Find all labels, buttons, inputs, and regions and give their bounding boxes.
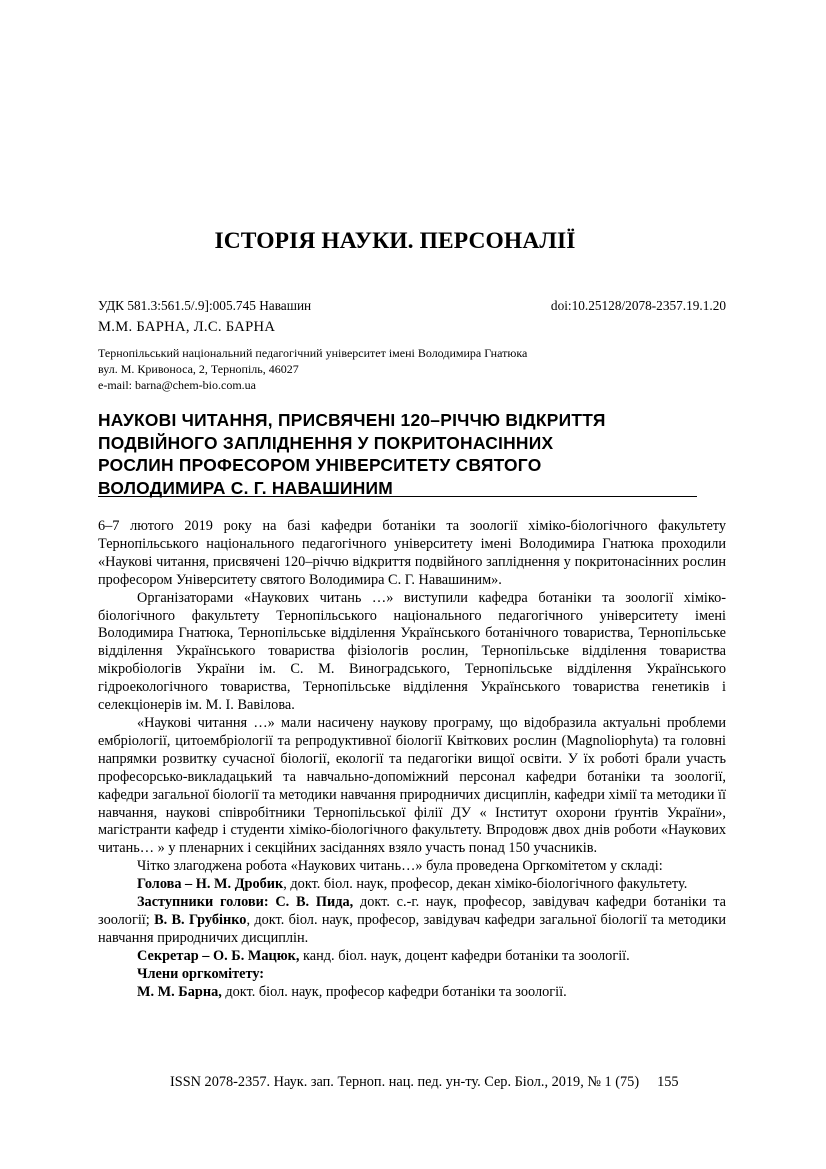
affiliation — [98, 345, 527, 393]
page-footer — [170, 1074, 679, 1091]
udc-code: УДК 581.3:561.5/.9]:005.745 Навашин — [98, 298, 312, 313]
section-title: ІСТОРІЯ НАУКИ. ПЕРСОНАЛІЇ — [214, 228, 576, 254]
doi: doi:10.25128/2078-2357.19.1.20 — [550, 298, 726, 313]
affiliation-email: e-mail: barna@chem-bio.com.ua — [98, 378, 256, 392]
paragraph: «Наукові читання …» мали насичену наукову програму, що відобразила актуальні проблеми ембріології, цитоембріології та репродуктивної біології Квіткових рослин (Magnoliophyta) та головні напрямки розвитку сучасної біології, екології та педагогіки вищої освіти. У їх роботі брали участь професорсько-викладацький та навчально-допоміжний персонал кафедри ботаніки та зоології, кафедри загальної біології та методики навчання природничих дисциплін, кафедри хімії та методики її навчання, наукові співробітники Тернопільської філії ДУ « Інститут охорони ґрунтів України», магістранти кафедр і студенти хіміко-біологічного факультету. Впродовж двох днів роботи «Наукових читань… » у пленарних і секційних засіданнях взяло участь понад 150 учасників. — [98, 714, 726, 857]
committee-members-heading: Члени оргкомітету: — [137, 965, 265, 982]
article-title-line: НАУКОВІ ЧИТАННЯ, ПРИСВЯЧЕНІ 120–РІЧЧЮ ВІДКРИТТЯ — [98, 410, 606, 430]
paragraph: Голова – Н. М. Дробик, докт. біол. наук, професор, декан хіміко-біологічного факультету. — [137, 876, 688, 893]
affiliation-institution: Тернопільський національний педагогічний університет імені Володимира Гнатюка — [98, 346, 528, 360]
paragraph: Чітко злагоджена робота «Наукових читань…» була проведена Оргкомітетом у складі: — [137, 858, 663, 875]
journal-citation: ISSN 2078-2357. Наук. зап. Терноп. нац. пед. ун-ту. Сер. Біол., 2019, № 1 (75) — [170, 1074, 640, 1090]
committee-deputy-2: В. В. Грубінко — [154, 911, 247, 928]
authors: М.М. БАРНА, Л.С. БАРНА — [98, 319, 276, 335]
paragraph — [98, 966, 726, 984]
page-number: 155 — [657, 1074, 679, 1090]
paragraph: 6–7 лютого 2019 року на базі кафедри ботаніки та зоології хіміко-біологічного факультету Тернопільського національного педагогічного університету імені Володимира Гнатюка проходили «Наукові читання, присвячені 120–річчю відкриття подвійного запліднення у покритонасінних рослин професором Університету святого Володимира С. Г. Навашиним». — [98, 518, 726, 588]
committee-secretary: Секретар – О. Б. Мацюк, — [137, 947, 300, 964]
meta-row — [98, 298, 726, 314]
committee-deputies: Заступники голови: С. В. Пида, — [137, 894, 354, 911]
article-title — [98, 409, 698, 499]
paragraph: Організаторами «Наукових читань …» виступили кафедра ботаніки та зоології хіміко-біологічного факультету Тернопільського національного педагогічного університету імені Володимира Гнатюка, Тернопільське відділення Українського ботанічного товариства, Тернопільське відділення Українського товариства фізіологів рослин, Тернопільське відділення товариства мікробіологів України ім. С. М. Виноградського, Тернопільське відділення Українського гідроекологічного товариства, Тернопільське відділення Українського товариства генетиків і селекціонерів ім. М. І. Вавілова. — [98, 589, 726, 714]
paragraph: Заступники голови: С. В. Пида, докт. с.-г. наук, професор, завідувач кафедри ботаніки та зоології; В. В. Грубінко, докт. біол. наук, професор, завідувач кафедри загальної біології та методики навчання природничих дисциплін. — [98, 894, 727, 946]
title-underline — [98, 496, 697, 497]
article-title-line: ПОДВІЙНОГО ЗАПЛІДНЕННЯ У ПОКРИТОНАСІННИХ — [98, 432, 554, 453]
committee-head: Голова – Н. М. Дробик — [137, 876, 284, 893]
paragraph: М. М. Барна, докт. біол. наук, професор кафедри ботаніки та зоології. — [137, 983, 567, 1000]
article-body — [98, 518, 726, 1001]
article-title-line: РОСЛИН ПРОФЕСОРОМ УНІВЕРСИТЕТУ СВЯТОГО — [98, 455, 542, 475]
article-title-line: ВОЛОДИМИРА С. Г. НАВАШИНИМ — [98, 477, 394, 498]
affiliation-address: вул. М. Кривоноса, 2, Тернопіль, 46027 — [98, 362, 299, 376]
committee-member: М. М. Барна, — [137, 983, 222, 1000]
paragraph: Секретар – О. Б. Мацюк, канд. біол. наук, доцент кафедри ботаніки та зоології. — [137, 947, 630, 964]
